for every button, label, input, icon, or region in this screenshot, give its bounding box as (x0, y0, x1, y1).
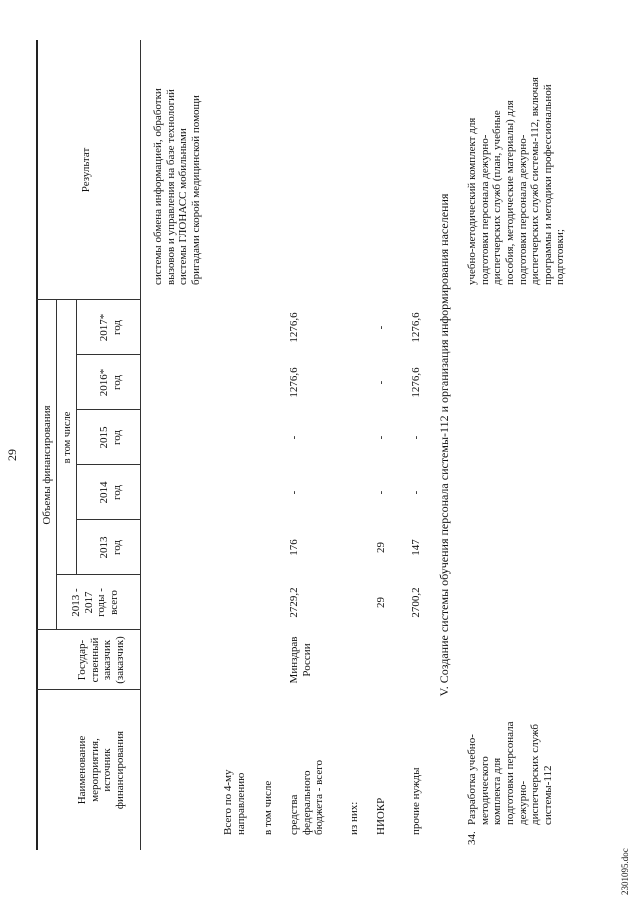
header-funding-title: Объемы финансирования (41, 405, 53, 525)
row-other-needs-name: прочие нужды (410, 767, 422, 835)
row-federal-customer: Минздрав России (288, 636, 313, 684)
row-federal-budget-name: средства федерального бюджета - всего (288, 760, 326, 835)
cell-niokr-2015: - (375, 435, 387, 440)
header-including: в том числе (62, 411, 73, 464)
result-glonass-text: системы обмена информацией, обработки вызовов и управления на базе технологий системы ГЛОНАСС мобильными бригадами скорой медицинской помощи (152, 88, 202, 285)
cell-niokr-2016: - (375, 380, 387, 385)
including-rule (76, 300, 77, 575)
header-year-2016: 2016* год (98, 368, 123, 397)
header-total: 2013 - 2017 годы - всего (70, 588, 120, 617)
header-result: Результат (80, 147, 92, 193)
header-bottom-rule (140, 40, 141, 850)
cell-federal-2015: - (288, 435, 300, 440)
row-including: в том числе (262, 780, 274, 835)
cell-niokr-2017: - (375, 325, 387, 330)
cell-niokr-2014: - (375, 490, 387, 495)
cell-other-total: 2700,2 (410, 587, 422, 618)
header-customer: Государ- ственный заказчик (заказчик) (76, 636, 126, 684)
section-title: V. Создание системы обучения персонала системы-112 и организация информирования населения (437, 193, 451, 697)
cell-other-2016: 1276,6 (410, 367, 422, 398)
table-top-rule (36, 40, 38, 850)
item-34-name: Разработка учебно- методического комплекта для подготовки персонала дежурно- диспетчерских служб системы-112 (466, 721, 554, 825)
footer-file-code: 2301095.doc (620, 848, 630, 895)
header-year-2017: 2017* год (98, 313, 123, 342)
cell-other-2015: - (410, 435, 422, 440)
funding-title-rule (56, 300, 57, 630)
row-of-them: из них: (348, 801, 360, 835)
cell-federal-2013: 176 (288, 539, 300, 556)
cell-federal-total: 2729,2 (288, 587, 300, 618)
cell-federal-2014: - (288, 490, 300, 495)
item-34-result: учебно-методический комплект для подготовки персонала дежурно- диспетчерских служб (план, учебные пособия, методические материалы) для подготовки персонала дежурно- диспетчерских служб системы-112, включая программы и методики профессиональной подготовки; (466, 77, 567, 285)
cell-federal-2016: 1276,6 (288, 367, 300, 398)
cell-niokr-total: 29 (375, 597, 387, 608)
item-34-number: 34. (466, 831, 478, 845)
header-year-2014: 2014 год (98, 481, 123, 504)
page-number: 29 (5, 449, 19, 461)
header-name: Наименование мероприятия, источник финансирования (76, 730, 126, 810)
cell-niokr-2013: 29 (375, 542, 387, 553)
row-niokr-name: НИОКР (375, 797, 387, 835)
cell-federal-2017: 1276,6 (288, 312, 300, 343)
row-total-direction-4: Всего по 4-му направлению (222, 769, 247, 835)
header-year-2015: 2015 год (98, 426, 123, 449)
cell-other-2013: 147 (410, 539, 422, 556)
cell-other-2017: 1276,6 (410, 312, 422, 343)
cell-other-2014: - (410, 490, 422, 495)
header-year-2013: 2013 год (98, 536, 123, 559)
